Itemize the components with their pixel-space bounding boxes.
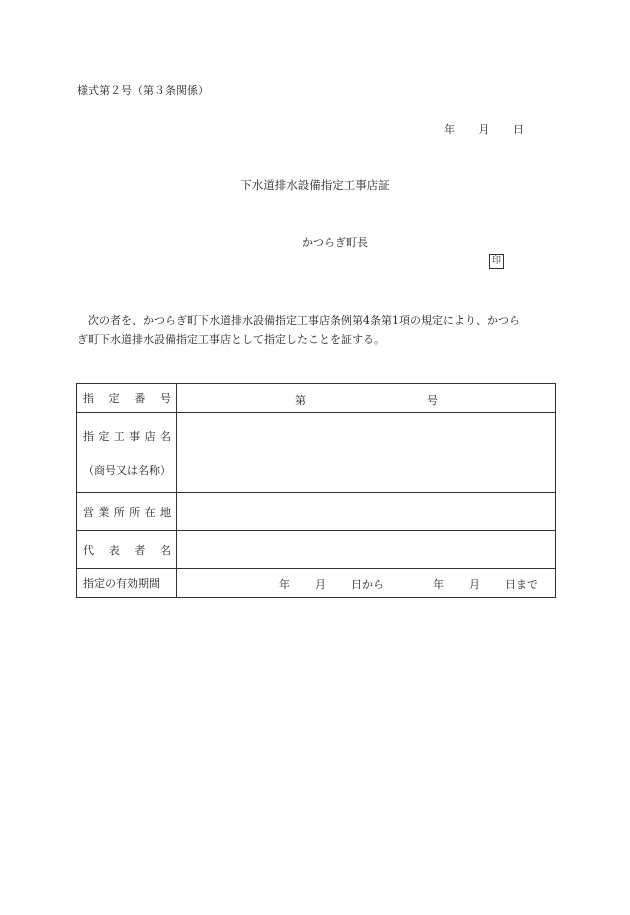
certification-text	[77, 311, 555, 349]
certificate-table	[76, 383, 556, 598]
label-char: 表	[108, 543, 120, 557]
contractor-name-sublabel: （商号又は名称）	[83, 463, 171, 477]
body-line-2: ぎ町下水道排水設備指定工事店として指定したことを証する。	[77, 333, 385, 346]
designation-number-value[interactable]	[177, 384, 556, 413]
office-address-label	[77, 493, 177, 531]
validity-period-value[interactable]	[177, 569, 556, 598]
period-end-month: 月	[469, 578, 480, 591]
label-char: 業	[98, 505, 110, 519]
label-char: 指	[83, 392, 94, 405]
period-end-year: 年	[433, 578, 444, 591]
seal-label: 印	[491, 256, 501, 266]
table-row	[77, 413, 556, 493]
seal-mark	[489, 254, 504, 269]
body-line-1: 次の者を、かつらぎ町下水道排水設備指定工事店条例第4条第1項の規定により、かつら	[88, 314, 520, 327]
validity-period-label: 指定の有効期間	[77, 569, 177, 598]
period-start-month: 月	[315, 578, 326, 591]
label-char: 名	[159, 543, 171, 557]
period-end-day: 日まで	[505, 578, 538, 591]
label-char: 定	[108, 392, 120, 405]
period-start-year: 年	[279, 578, 290, 591]
label-char: 地	[159, 505, 171, 519]
date-year: 年	[444, 123, 455, 136]
label-char: 指	[83, 429, 94, 443]
representative-label	[77, 531, 177, 569]
label-char: 代	[83, 543, 94, 557]
document-title: 下水道排水設備指定工事店証	[240, 178, 390, 192]
number-suffix: 号	[427, 394, 438, 407]
label-char: 所	[113, 505, 125, 519]
date-line	[444, 123, 524, 137]
period-start-day: 日から	[351, 578, 384, 591]
issuer-name: かつらぎ町長	[302, 236, 368, 249]
contractor-name-value[interactable]	[177, 413, 556, 493]
table-row	[77, 569, 556, 598]
contractor-name-label	[77, 413, 177, 493]
date-day: 日	[513, 123, 524, 136]
label-char: 定	[98, 429, 110, 443]
label-char: 在	[144, 505, 156, 519]
form-number: 様式第２号（第３条関係）	[77, 84, 209, 97]
label-char: 店	[144, 429, 156, 443]
date-month: 月	[478, 123, 490, 136]
label-char: 号	[159, 392, 171, 405]
label-char: 事	[129, 429, 141, 443]
label-char: 番	[134, 392, 146, 405]
representative-value[interactable]	[177, 531, 556, 569]
label-char: 名	[159, 429, 171, 443]
number-prefix: 第	[295, 394, 306, 407]
label-char: 工	[113, 429, 125, 443]
label-char: 営	[83, 505, 94, 519]
label-char: 所	[129, 505, 141, 519]
table-row	[77, 493, 556, 531]
table-row	[77, 531, 556, 569]
designation-number-label	[77, 384, 177, 413]
label-char: 者	[134, 543, 146, 557]
table-row	[77, 384, 556, 413]
office-address-value[interactable]	[177, 493, 556, 531]
